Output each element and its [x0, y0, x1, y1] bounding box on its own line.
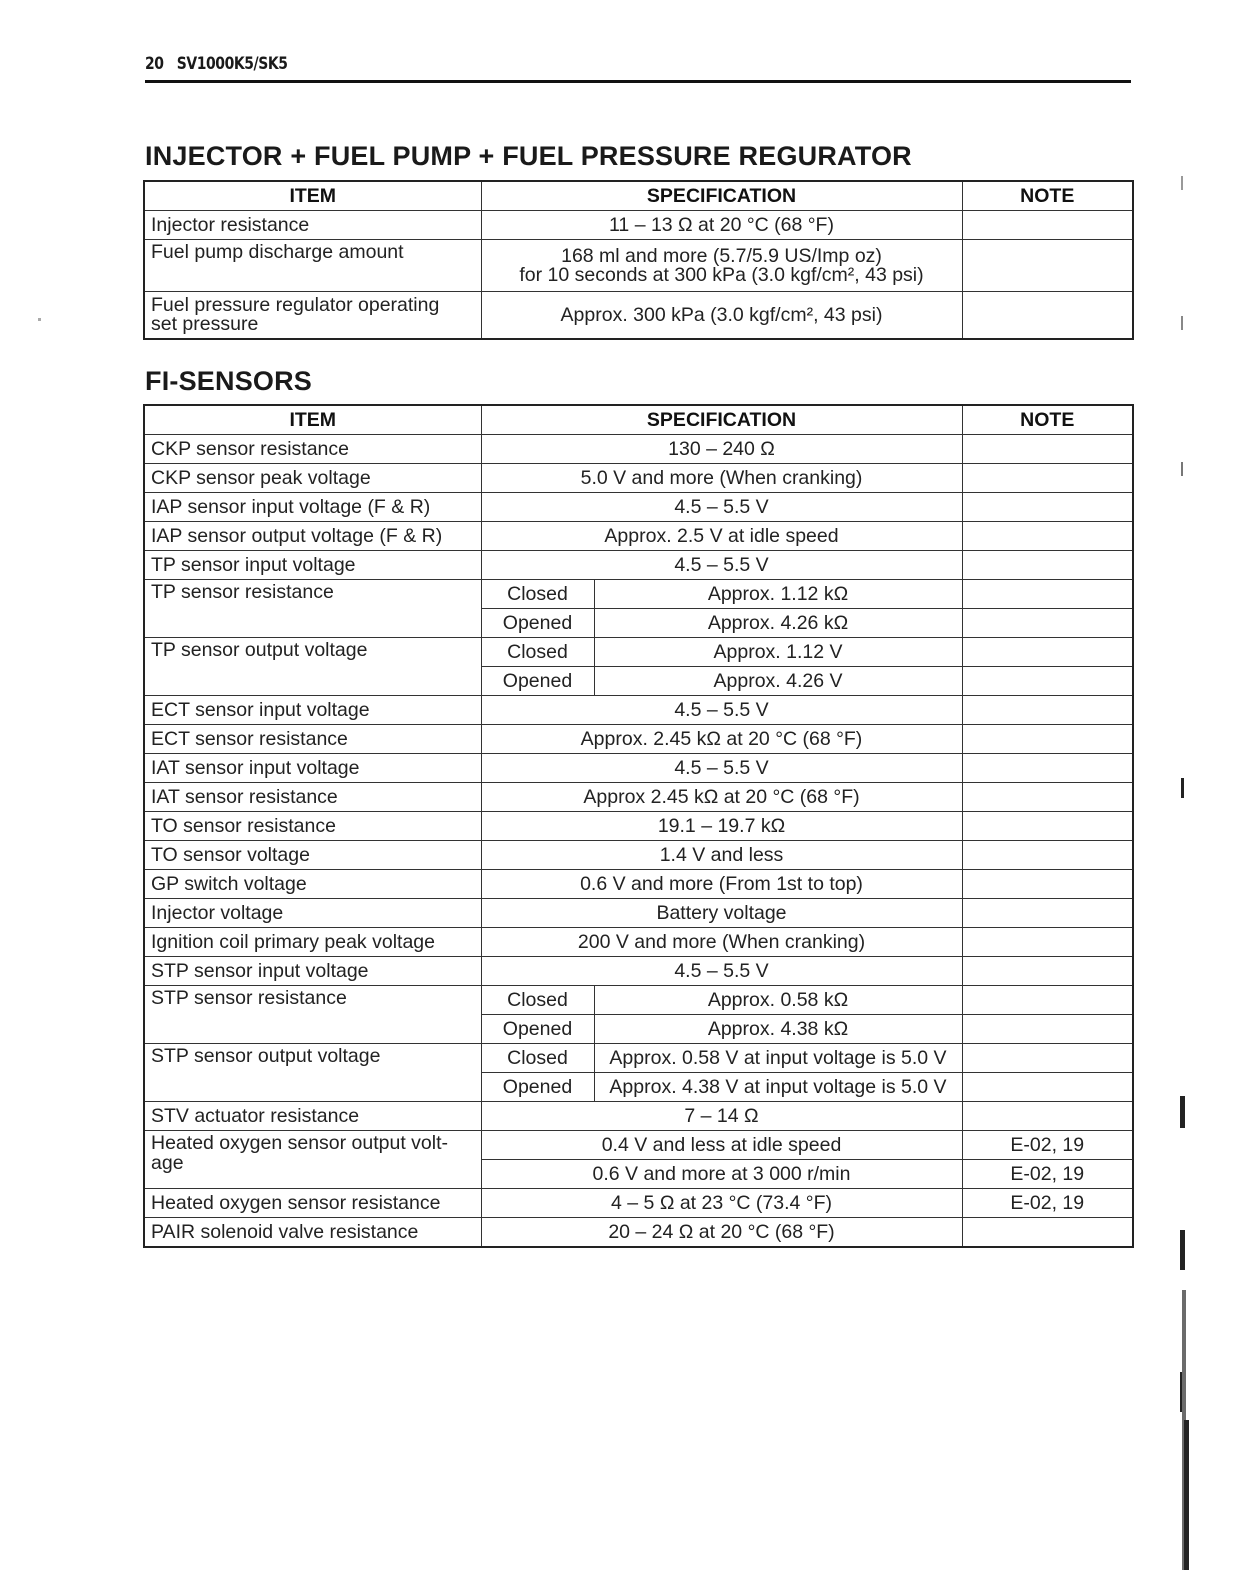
note-cell	[962, 464, 1133, 493]
table-row	[144, 1131, 1133, 1160]
spec-cell: 200 V and more (When cranking)	[481, 928, 962, 957]
spec-cell: 4.5 – 5.5 V	[481, 493, 962, 522]
table-row	[144, 870, 1133, 899]
scan-edge-mark	[1180, 1096, 1185, 1128]
note-cell	[962, 292, 1133, 340]
spec-cell: 1.4 V and less	[481, 841, 962, 870]
item-cell: IAP sensor input voltage (F & R)	[144, 493, 481, 522]
item-cell: TP sensor output voltage	[144, 638, 481, 696]
item-cell: IAT sensor input voltage	[144, 754, 481, 783]
item-cell	[144, 292, 481, 340]
table-row	[144, 986, 1133, 1015]
item-line: Heated oxygen sensor output volt-	[151, 1132, 449, 1154]
scan-edge-mark	[1181, 462, 1183, 476]
table-header-row	[144, 405, 1133, 435]
item-cell: Ignition coil primary peak voltage	[144, 928, 481, 957]
table-header-row	[144, 181, 1133, 211]
item-line: age	[151, 1152, 184, 1174]
state-label-cell: Closed	[481, 580, 594, 609]
fi-sensors-section-title: FI-SENSORS	[145, 366, 313, 396]
item-cell: IAP sensor output voltage (F & R)	[144, 522, 481, 551]
state-label-cell: Opened	[481, 609, 594, 638]
spec-cell: Approx. 4.38 V at input voltage is 5.0 V	[594, 1073, 962, 1102]
spec-cell: Approx. 0.58 kΩ	[594, 986, 962, 1015]
table-row	[144, 522, 1133, 551]
state-label-cell: Closed	[481, 1044, 594, 1073]
note-cell	[962, 493, 1133, 522]
state-label-cell: Opened	[481, 667, 594, 696]
spec-cell: 4.5 – 5.5 V	[481, 551, 962, 580]
spec-cell: 7 – 14 Ω	[481, 1102, 962, 1131]
item-cell: Fuel pump discharge amount	[144, 240, 481, 292]
injector-spec-table	[143, 180, 1134, 340]
item-line: Fuel pressure regulator operating	[151, 294, 440, 316]
table-row	[144, 638, 1133, 667]
spec-cell: Approx. 4.26 V	[594, 667, 962, 696]
note-cell	[962, 928, 1133, 957]
table-row	[144, 812, 1133, 841]
column-header-specification: SPECIFICATION	[481, 181, 962, 211]
note-cell	[962, 899, 1133, 928]
note-cell	[962, 1102, 1133, 1131]
spec-cell: Approx. 300 kPa (3.0 kgf/cm², 43 psi)	[481, 292, 962, 340]
table-row	[144, 841, 1133, 870]
spec-cell: 4.5 – 5.5 V	[481, 696, 962, 725]
item-cell: STV actuator resistance	[144, 1102, 481, 1131]
spec-cell: 20 – 24 Ω at 20 °C (68 °F)	[481, 1218, 962, 1248]
spec-cell: 0.6 V and more (From 1st to top)	[481, 870, 962, 899]
injector-section-title: INJECTOR + FUEL PUMP + FUEL PRESSURE REGURATOR	[145, 141, 912, 171]
header-rule	[145, 80, 1131, 83]
note-cell	[962, 986, 1133, 1015]
scan-dot	[38, 318, 41, 321]
table-row	[144, 464, 1133, 493]
item-cell: CKP sensor resistance	[144, 435, 481, 464]
spec-line: for 10 seconds at 300 kPa (3.0 kgf/cm², 43 psi)	[519, 263, 924, 286]
item-cell: ECT sensor input voltage	[144, 696, 481, 725]
spec-cell: 5.0 V and more (When cranking)	[481, 464, 962, 493]
item-cell: TP sensor input voltage	[144, 551, 481, 580]
spec-cell: 4 – 5 Ω at 23 °C (73.4 °F)	[481, 1189, 962, 1218]
note-cell	[962, 783, 1133, 812]
table-row	[144, 783, 1133, 812]
item-cell	[144, 1131, 481, 1189]
page-number: 20	[145, 54, 164, 74]
note-cell	[962, 580, 1133, 609]
column-header-note: NOTE	[962, 405, 1133, 435]
column-header-note: NOTE	[962, 181, 1133, 211]
note-cell	[962, 696, 1133, 725]
note-cell	[962, 957, 1133, 986]
item-cell: TO sensor resistance	[144, 812, 481, 841]
spec-line: 168 ml and more (5.7/5.9 US/Imp oz)	[561, 244, 882, 267]
note-cell: E-02, 19	[962, 1160, 1133, 1189]
note-cell	[962, 667, 1133, 696]
column-header-item: ITEM	[144, 405, 481, 435]
column-header-specification: SPECIFICATION	[481, 405, 962, 435]
item-cell: IAT sensor resistance	[144, 783, 481, 812]
note-cell	[962, 754, 1133, 783]
note-cell	[962, 841, 1133, 870]
item-cell: GP switch voltage	[144, 870, 481, 899]
state-label-cell: Closed	[481, 986, 594, 1015]
table-row	[144, 1218, 1133, 1248]
note-cell	[962, 1218, 1133, 1248]
table-row	[144, 1102, 1133, 1131]
note-cell	[962, 240, 1133, 292]
model-code: SV1000K5/SK5	[176, 54, 288, 74]
table-row	[144, 754, 1133, 783]
spec-cell: 11 – 13 Ω at 20 °C (68 °F)	[481, 211, 962, 240]
item-cell: PAIR solenoid valve resistance	[144, 1218, 481, 1248]
spec-cell: 19.1 – 19.7 kΩ	[481, 812, 962, 841]
note-cell	[962, 435, 1133, 464]
note-cell	[962, 812, 1133, 841]
table-row	[144, 1189, 1133, 1218]
note-cell	[962, 870, 1133, 899]
item-cell: CKP sensor peak voltage	[144, 464, 481, 493]
table-row	[144, 899, 1133, 928]
spec-cell: Approx. 0.58 V at input voltage is 5.0 V	[594, 1044, 962, 1073]
table-row	[144, 493, 1133, 522]
spec-cell: 4.5 – 5.5 V	[481, 957, 962, 986]
note-cell	[962, 522, 1133, 551]
note-cell	[962, 638, 1133, 667]
table-row	[144, 211, 1133, 240]
spec-cell	[481, 240, 962, 292]
scan-edge-mark	[1181, 778, 1184, 798]
spec-cell: 0.6 V and more at 3 000 r/min	[481, 1160, 962, 1189]
item-cell: TP sensor resistance	[144, 580, 481, 638]
note-cell	[962, 211, 1133, 240]
table-row	[144, 1044, 1133, 1073]
table-row	[144, 292, 1133, 340]
spec-cell: Approx. 1.12 kΩ	[594, 580, 962, 609]
item-cell: ECT sensor resistance	[144, 725, 481, 754]
item-cell: STP sensor input voltage	[144, 957, 481, 986]
note-cell: E-02, 19	[962, 1131, 1133, 1160]
state-label-cell: Opened	[481, 1015, 594, 1044]
state-label-cell: Opened	[481, 1073, 594, 1102]
page-header	[145, 54, 954, 74]
item-cell: TO sensor voltage	[144, 841, 481, 870]
table-row	[144, 580, 1133, 609]
note-cell: E-02, 19	[962, 1189, 1133, 1218]
table-row	[144, 240, 1133, 292]
item-cell: STP sensor resistance	[144, 986, 481, 1044]
scan-edge-mark	[1181, 176, 1183, 190]
item-cell: Injector voltage	[144, 899, 481, 928]
note-cell	[962, 725, 1133, 754]
spec-cell: Approx. 4.26 kΩ	[594, 609, 962, 638]
spec-cell: 130 – 240 Ω	[481, 435, 962, 464]
item-cell: Injector resistance	[144, 211, 481, 240]
fi-sensors-spec-table	[143, 404, 1134, 1248]
table-row	[144, 725, 1133, 754]
spec-cell: 4.5 – 5.5 V	[481, 754, 962, 783]
column-header-item: ITEM	[144, 181, 481, 211]
spec-cell: Approx. 1.12 V	[594, 638, 962, 667]
spec-cell: Battery voltage	[481, 899, 962, 928]
note-cell	[962, 551, 1133, 580]
table-row	[144, 957, 1133, 986]
scan-edge-mark	[1181, 316, 1183, 330]
note-cell	[962, 609, 1133, 638]
table-row	[144, 551, 1133, 580]
state-label-cell: Closed	[481, 638, 594, 667]
spec-cell: 0.4 V and less at idle speed	[481, 1131, 962, 1160]
spec-cell: Approx. 4.38 kΩ	[594, 1015, 962, 1044]
spec-cell: Approx. 2.5 V at idle speed	[481, 522, 962, 551]
item-cell: STP sensor output voltage	[144, 1044, 481, 1102]
table-row	[144, 928, 1133, 957]
table-row	[144, 435, 1133, 464]
table-row	[144, 696, 1133, 725]
scan-edge-mark	[1180, 1230, 1185, 1270]
item-cell: Heated oxygen sensor resistance	[144, 1189, 481, 1218]
note-cell	[962, 1044, 1133, 1073]
note-cell	[962, 1015, 1133, 1044]
spec-cell: Approx. 2.45 kΩ at 20 °C (68 °F)	[481, 725, 962, 754]
scan-edge-mark	[1184, 1420, 1189, 1570]
item-line: set pressure	[151, 313, 259, 335]
spec-cell: Approx 2.45 kΩ at 20 °C (68 °F)	[481, 783, 962, 812]
note-cell	[962, 1073, 1133, 1102]
